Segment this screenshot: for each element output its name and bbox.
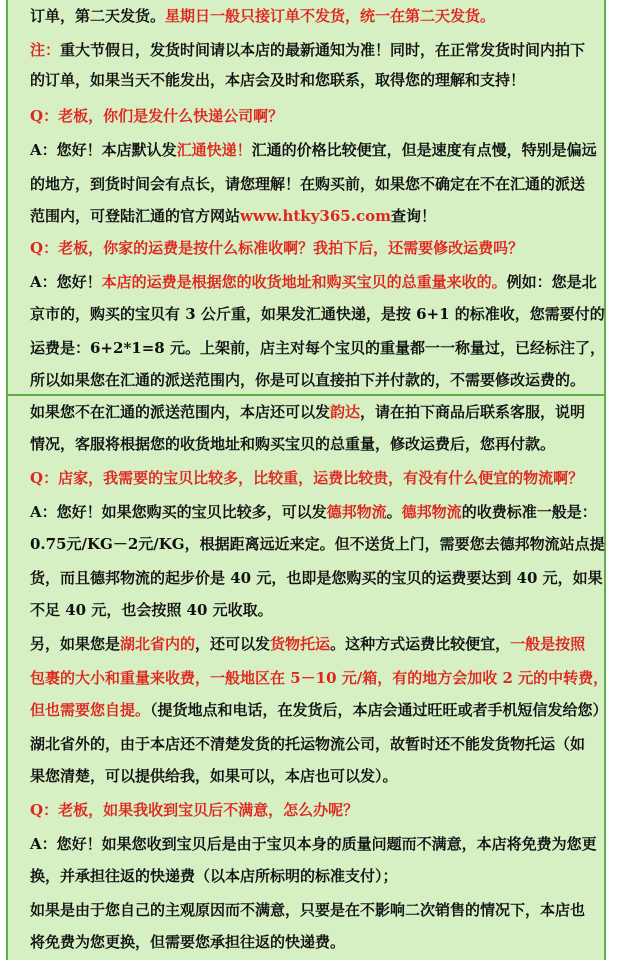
highlight: 本店的运费是根据您的收货地址和购买宝贝的总重量来收的。 (101, 273, 507, 291)
text: 查询！ (390, 207, 436, 225)
answer-line: 换，并承担往返的快递费（以本店所标明的标准支付）； (30, 867, 398, 885)
text-line (30, 700, 608, 720)
text: ，还可以发 (195, 635, 271, 653)
highlight: 湖北省内的 (120, 635, 196, 653)
text: 范围内，可登陆汇通的官方网站 (30, 207, 241, 225)
answer-line: A：您好！如果您收到宝贝后是由于宝贝本身的质量问题而不满意，本店将免费为您更 (30, 835, 597, 853)
text-line (30, 634, 594, 654)
text: 如果您不在汇通的派送范围内，本店还可以发 (30, 403, 331, 421)
notice-label: 注： (30, 41, 61, 59)
answer-line: 0.75元/KG－2元/KG，根据距离远近来定。但不送货上门，需要您去德邦物流站点提 (30, 535, 605, 553)
answer-line: 京市的，购买的宝贝有 3 公斤重，如果发汇通快递，是按 6+1 的标准收，您需要付的 (30, 305, 605, 323)
question: Q：老板，你家的运费是按什么标准收啊？我拍下后，还需要修改运费吗？ (30, 239, 524, 257)
text-line: 的订单，如果当天不能发出，本店会及时和您联系，取得您的理解和支持！ (30, 71, 526, 89)
answer-line (30, 206, 594, 226)
highlight: 一般是按照 (510, 635, 586, 653)
text: 的收费标准一般是： (461, 503, 597, 521)
website-link[interactable]: www.htky365.com (240, 207, 391, 225)
answer-line: 货，而且德邦物流的起步价是 40 元，也即是您购买的宝贝的运费要达到 40 元，如果 (30, 569, 603, 587)
text: 订单，第二天发货。 (30, 7, 166, 25)
highlight: 德邦物流 (326, 503, 387, 521)
text: ，请在拍下商品后联系客服，说明 (360, 403, 586, 421)
text: 另，如果您是 (30, 635, 121, 653)
notice-line (30, 40, 594, 60)
text: A：您好！如果您购买的宝贝比较多，可以发 (30, 503, 327, 521)
answer-line (30, 140, 597, 160)
text: 例如：您是北 (506, 273, 597, 291)
highlight: 货物托运 (270, 635, 331, 653)
answer-line (30, 502, 597, 522)
text: （提货地点和电话，在发货后，本店会通过旺旺或者手机短信发给您） (150, 701, 608, 719)
faq-panel-bottom (6, 394, 609, 960)
text: 汇通的价格比较便宜，但是速度有点慢，特别是偏远 (251, 141, 597, 159)
text: A：您好！本店默认发 (30, 141, 177, 159)
text: 。 (386, 503, 402, 521)
answer-line: 的地方，到货时间会有点长，请您理解！在购买前，如果您不确定在不在汇通的派送 (30, 175, 586, 193)
text: 重大节假日，发货时间请以本店的最新通知为准！同时，在正常发货时间内拍下 (60, 41, 586, 59)
answer-line: 如果是由于您自己的主观原因而不满意，只要是在不影响二次销售的情况下，本店也 (30, 901, 586, 919)
text-line: 湖北省外的，由于本店还不清楚发货的托运物流公司，故暂时还不能发货物托运（如 (30, 735, 586, 753)
highlight: 汇通快递！ (176, 141, 252, 159)
highlight: 韵达 (330, 403, 361, 421)
text-line: 情况，客服将根据您的收货地址和购买宝贝的总重量，修改运费后，您再付款。 (30, 435, 556, 453)
faq-panel-top (6, 0, 606, 396)
text-line (30, 402, 594, 422)
highlight-line: 包裹的大小和重量来收费，一般地区在 5－10 元/箱，有的地方会加收 2 元的中转费， (30, 669, 609, 687)
question: Q：店家，我需要的宝贝比较多，比较重，运费比较贵，有没有什么便宜的物流啊？ (30, 469, 584, 487)
text-line (30, 6, 594, 26)
answer-line: 所以如果您在汇通的派送范围内，你是可以直接拍下并付款的，不需要修改运费的。 (30, 371, 586, 389)
question: Q：老板，你们是发什么快递公司啊？ (30, 107, 284, 125)
text: A：您好！ (30, 273, 102, 291)
answer-line: 将免费为您更换，但需要您承担往返的快递费。 (30, 933, 346, 951)
answer-line: 不足 40 元，也会按照 40 元收取。 (30, 601, 273, 619)
text: 。这种方式运费比较便宜， (330, 635, 511, 653)
highlight: 德邦物流 (401, 503, 462, 521)
answer-line: 运费是：6+2*1=8 元。上架前，店主对每个宝贝的重量都一一称量过，已经标注了， (30, 339, 605, 357)
text-line: 果您清楚，可以提供给我，如果可以，本店也可以发）。 (30, 767, 398, 785)
highlight: 但也需要您自提。 (30, 701, 151, 719)
highlight: 星期日一般只接订单不发货，统一在第二天发货。 (165, 7, 496, 25)
answer-line (30, 272, 597, 292)
question: Q：老板，如果我收到宝贝后不满意，怎么办呢？ (30, 801, 359, 819)
